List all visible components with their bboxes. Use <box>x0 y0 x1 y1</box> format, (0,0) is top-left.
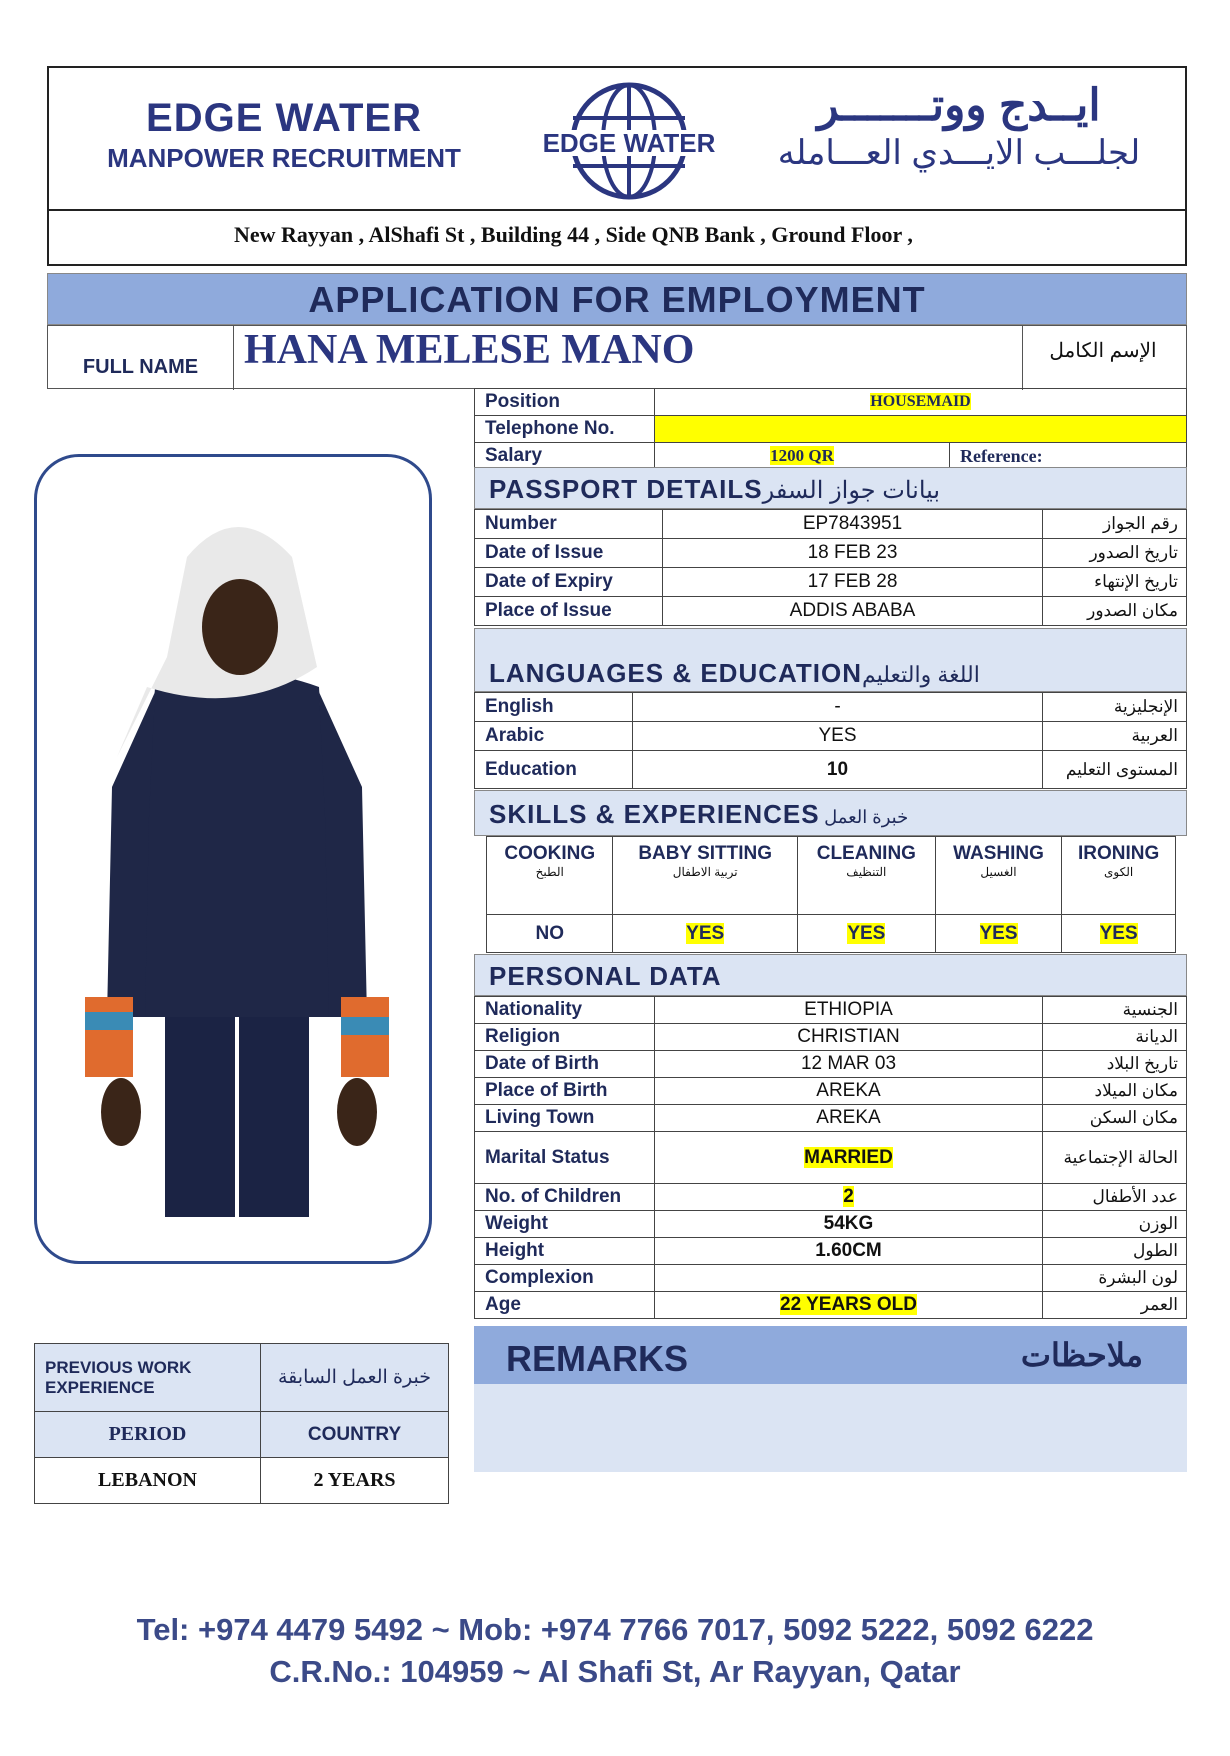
passport-section-header <box>474 467 1187 509</box>
remarks-title-ar: ملاحظات <box>1020 1337 1143 1373</box>
personal-row-value <box>655 1132 1043 1184</box>
skill-value-cell <box>935 915 1061 953</box>
personal-row-value <box>655 1184 1043 1211</box>
personal-row <box>475 1078 1187 1105</box>
personal-row <box>475 1024 1187 1051</box>
skill-name-ar: الغسيل <box>980 865 1017 879</box>
previous-work-table <box>34 1343 449 1504</box>
job-table <box>474 388 1187 470</box>
passport-row-label-ar: تاريخ الإنتهاء <box>1043 568 1187 597</box>
personal-row-label-ar: عدد الأطفال <box>1043 1184 1187 1211</box>
skill-value-cell <box>487 915 613 953</box>
passport-row-value-text: 18 FEB 23 <box>807 542 898 563</box>
languages-row-label: Arabic <box>475 722 633 751</box>
languages-row-label: English <box>475 693 633 722</box>
passport-row-label-ar: رقم الجواز <box>1043 510 1187 539</box>
footer-address: C.R.No.: 104959 ~ Al Shafi St, Ar Rayyan, Qatar <box>269 1654 961 1689</box>
photo-frame <box>34 454 432 1264</box>
footer-contact: Tel: +974 4479 5492 ~ Mob: +974 7766 7017, 5092 5222, 5092 6222 <box>136 1612 1094 1647</box>
personal-row-value <box>655 1238 1043 1265</box>
skill-name: COOKING <box>504 843 596 864</box>
logo-text: EDGE WATER <box>542 128 716 158</box>
applicant-photo <box>37 457 429 1247</box>
full-name-divider-2 <box>1022 326 1023 390</box>
personal-row <box>475 1265 1187 1292</box>
personal-row <box>475 1292 1187 1319</box>
languages-row-value-text: - <box>834 696 841 717</box>
personal-row-value <box>655 997 1043 1024</box>
languages-title-ar: اللغة والتعليم <box>861 662 980 687</box>
personal-row-value-text: AREKA <box>816 1107 881 1128</box>
passport-row-value-text: 17 FEB 28 <box>807 571 898 592</box>
languages-title: LANGUAGES & EDUCATION <box>489 658 862 688</box>
skills-section-header <box>474 790 1187 836</box>
languages-row-label-ar: الإنجليزية <box>1043 693 1187 722</box>
personal-row <box>475 1051 1187 1078</box>
languages-row <box>475 751 1187 789</box>
passport-row-value <box>663 539 1043 568</box>
passport-row-value-text: EP7843951 <box>802 513 903 534</box>
previous-work-country: LEBANON <box>35 1458 261 1504</box>
full-name-value: HANA MELESE MANO <box>244 327 695 373</box>
skill-header <box>487 837 613 915</box>
personal-row-value-text: ETHIOPIA <box>804 999 893 1020</box>
personal-row-value <box>655 1265 1043 1292</box>
previous-work-title: PREVIOUS WORK EXPERIENCE <box>35 1344 261 1412</box>
personal-row-label: Religion <box>475 1024 655 1051</box>
personal-row-value-text: 2 <box>843 1186 854 1207</box>
languages-row-label-ar: العربية <box>1043 722 1187 751</box>
passport-row-label-ar: مكان الصدور <box>1043 597 1187 626</box>
personal-row-value <box>655 1105 1043 1132</box>
skill-name: WASHING <box>953 843 1044 864</box>
personal-row-label: Nationality <box>475 997 655 1024</box>
personal-row-label: Date of Birth <box>475 1051 655 1078</box>
personal-row-value-text: 12 MAR 03 <box>800 1053 897 1074</box>
languages-section-header <box>474 628 1187 692</box>
full-name-label-ar: الإسم الكامل <box>1049 340 1157 362</box>
languages-row <box>475 722 1187 751</box>
salary-value: 1200 QR <box>770 446 834 465</box>
skill-value-cell <box>1062 915 1176 953</box>
personal-row-value-text: 22 YEARS OLD <box>780 1294 917 1315</box>
personal-table <box>474 996 1187 1319</box>
languages-row-value <box>633 722 1043 751</box>
skill-name-ar: الطبخ <box>535 865 564 879</box>
personal-row-label-ar: العمر <box>1043 1292 1187 1319</box>
title-bar <box>47 273 1187 325</box>
company-name-ar <box>749 80 1169 173</box>
passport-row-label: Place of Issue <box>475 597 663 626</box>
skill-value: YES <box>1099 922 1138 944</box>
personal-row <box>475 997 1187 1024</box>
skills-title: SKILLS & EXPERIENCES <box>489 799 820 829</box>
passport-table <box>474 509 1187 626</box>
passport-row <box>475 597 1187 626</box>
telephone-label: Telephone No. <box>475 416 655 443</box>
languages-row-label: Education <box>475 751 633 789</box>
company-name-en <box>49 96 519 174</box>
personal-row <box>475 1132 1187 1184</box>
passport-row-label: Number <box>475 510 663 539</box>
languages-table <box>474 692 1187 789</box>
company-name-ar-line1: ايــدج ووتـــــــر <box>817 81 1101 130</box>
passport-row-label-ar: تاريخ الصدور <box>1043 539 1187 568</box>
passport-title: PASSPORT DETAILS <box>489 474 763 504</box>
personal-row <box>475 1184 1187 1211</box>
position-value: HOUSEMAID <box>870 393 971 410</box>
personal-row-value <box>655 1078 1043 1105</box>
personal-row-value <box>655 1211 1043 1238</box>
personal-row-label: Complexion <box>475 1265 655 1292</box>
skill-header <box>613 837 797 915</box>
skill-name-ar: التنظيف <box>846 865 887 879</box>
personal-title: PERSONAL DATA <box>489 961 722 991</box>
personal-row-label: Age <box>475 1292 655 1319</box>
passport-row-value <box>663 568 1043 597</box>
skills-table <box>486 836 1176 953</box>
personal-row-label: Living Town <box>475 1105 655 1132</box>
previous-work-col-country: COUNTRY <box>261 1412 449 1458</box>
languages-row-label-ar: المستوى التعليم <box>1043 751 1187 789</box>
telephone-value <box>655 416 1187 443</box>
personal-row-label-ar: تاريخ البلاد <box>1043 1051 1187 1078</box>
personal-row-value-text: 54KG <box>823 1213 874 1234</box>
languages-row-value-text: YES <box>818 725 857 746</box>
languages-row-value-text: 10 <box>826 758 849 780</box>
personal-row-label-ar: الطول <box>1043 1238 1187 1265</box>
skill-name-ar: تربية الاطفال <box>672 865 738 879</box>
previous-work-period: 2 YEARS <box>261 1458 449 1504</box>
skill-value: YES <box>979 922 1018 944</box>
footer <box>0 1612 1230 1690</box>
skill-name: BABY SITTING <box>638 843 773 864</box>
personal-row-label: Height <box>475 1238 655 1265</box>
personal-row-label: Marital Status <box>475 1132 655 1184</box>
company-name-line1: EDGE WATER <box>146 96 422 140</box>
personal-row-label-ar: الوزن <box>1043 1211 1187 1238</box>
passport-row <box>475 568 1187 597</box>
passport-row-value <box>663 510 1043 539</box>
personal-row-label-ar: الحالة الإجتماعية <box>1043 1132 1187 1184</box>
header-box <box>47 66 1187 211</box>
skill-value: YES <box>686 922 725 944</box>
reference-label: Reference: <box>950 443 1187 470</box>
personal-row-value-text: CHRISTIAN <box>797 1026 900 1047</box>
languages-row-value <box>633 693 1043 722</box>
remarks-title: REMARKS <box>506 1338 689 1379</box>
passport-row-label: Date of Issue <box>475 539 663 568</box>
passport-row-label: Date of Expiry <box>475 568 663 597</box>
skill-value-cell <box>797 915 935 953</box>
skill-header <box>797 837 935 915</box>
personal-row <box>475 1211 1187 1238</box>
full-name-divider <box>233 326 234 390</box>
company-name-ar-line2: لجلـــب الايـــدي العـــامله <box>777 134 1141 172</box>
full-name-row <box>47 325 1187 389</box>
personal-row-value-text: 1.60CM <box>815 1240 882 1261</box>
skill-value: NO <box>535 922 564 944</box>
personal-row-label-ar: مكان السكن <box>1043 1105 1187 1132</box>
personal-row-label-ar: لون البشرة <box>1043 1265 1187 1292</box>
skill-value: YES <box>847 922 886 944</box>
company-name-line2: MANPOWER RECRUITMENT <box>107 143 461 173</box>
globe-logo <box>534 78 724 204</box>
personal-row-label: Weight <box>475 1211 655 1238</box>
languages-row <box>475 693 1187 722</box>
salary-label: Salary <box>475 443 655 470</box>
skill-name: IRONING <box>1077 843 1160 864</box>
personal-row-label: Place of Birth <box>475 1078 655 1105</box>
remarks-body <box>474 1384 1187 1472</box>
skills-title-ar: خبرة العمل <box>824 807 909 827</box>
personal-row <box>475 1105 1187 1132</box>
skill-header <box>935 837 1061 915</box>
personal-row-value-text: MARRIED <box>804 1146 893 1168</box>
skill-name: CLEANING <box>816 843 916 864</box>
skill-name-ar: الكوى <box>1104 865 1134 879</box>
passport-row <box>475 539 1187 568</box>
passport-row <box>475 510 1187 539</box>
previous-work-title-ar: خبرة العمل السابقة <box>261 1344 449 1412</box>
position-label: Position <box>475 389 655 416</box>
page-title: APPLICATION FOR EMPLOYMENT <box>308 279 926 320</box>
full-name-label: FULL NAME <box>82 356 199 378</box>
personal-row-label-ar: مكان الميلاد <box>1043 1078 1187 1105</box>
salary-cell <box>655 443 950 470</box>
personal-row-value <box>655 1051 1043 1078</box>
personal-row-label-ar: الديانة <box>1043 1024 1187 1051</box>
address-bar <box>47 210 1187 266</box>
previous-work-col-period: PERIOD <box>35 1412 261 1458</box>
personal-row-value <box>655 1292 1043 1319</box>
skill-header <box>1062 837 1176 915</box>
languages-row-value <box>633 751 1043 789</box>
personal-row-label: No. of Children <box>475 1184 655 1211</box>
address-text: New Rayyan , AlShafi St , Building 44 , Side QNB Bank , Ground Floor , <box>234 222 913 247</box>
position-cell <box>655 389 1187 416</box>
personal-row <box>475 1238 1187 1265</box>
passport-row-value-text: ADDIS ABABA <box>789 600 916 621</box>
personal-row-label-ar: الجنسية <box>1043 997 1187 1024</box>
passport-row-value <box>663 597 1043 626</box>
remarks-header <box>474 1326 1187 1384</box>
personal-row-value <box>655 1024 1043 1051</box>
passport-title-ar: بيانات جواز السفر <box>762 477 941 504</box>
skill-value-cell <box>613 915 797 953</box>
personal-section-header <box>474 954 1187 996</box>
personal-row-value-text: AREKA <box>816 1080 881 1101</box>
